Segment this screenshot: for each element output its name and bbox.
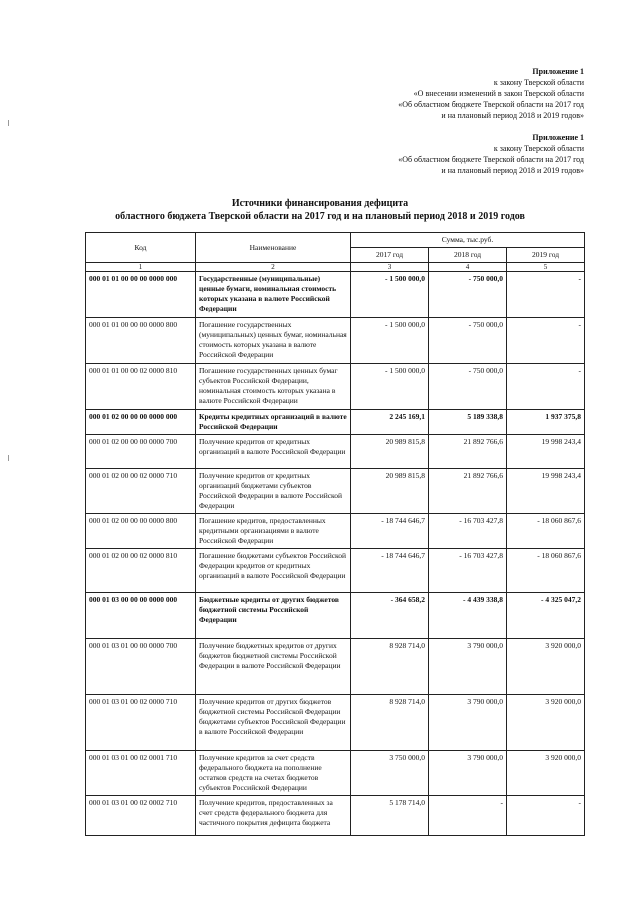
row-name: Получение кредитов от кредитных организаций в валюте Российской Федерации (196, 435, 351, 469)
row-value-2018: - (429, 796, 507, 836)
table-row (86, 410, 585, 435)
row-name: Получение кредитов, предоставленных за счет средств федерального бюджета для частичного покрытия дефицита бюджета (196, 796, 351, 836)
row-value-2017: - 364 658,2 (351, 593, 429, 639)
appendix-block-original (398, 132, 584, 176)
row-code: 000 01 03 01 00 02 0000 710 (86, 695, 196, 751)
row-value-2019: 19 998 243,4 (507, 469, 585, 514)
header-year-2017: 2017 год (351, 248, 429, 263)
row-code: 000 01 03 01 00 00 0000 700 (86, 639, 196, 695)
row-name: Погашение государственных ценных бумаг субъектов Российской Федерации, номинальная стоимость которых указана в валюте Российской Федерации (196, 364, 351, 410)
row-code: 000 01 01 00 00 00 0000 800 (86, 318, 196, 364)
row-value-2019: 3 920 000,0 (507, 751, 585, 796)
row-code: 000 01 02 00 00 00 0000 000 (86, 410, 196, 435)
scan-mark (8, 455, 9, 461)
header-name: Наименование (196, 233, 351, 263)
row-value-2018: 3 790 000,0 (429, 695, 507, 751)
row-value-2017: - 1 500 000,0 (351, 318, 429, 364)
row-value-2017: - 1 500 000,0 (351, 364, 429, 410)
header-code: Код (86, 233, 196, 263)
row-value-2017: 2 245 169,1 (351, 410, 429, 435)
row-value-2017: 20 989 815,8 (351, 469, 429, 514)
row-value-2018: - 750 000,0 (429, 364, 507, 410)
row-value-2019: - (507, 364, 585, 410)
row-value-2017: - 1 500 000,0 (351, 272, 429, 318)
row-value-2019: 1 937 375,8 (507, 410, 585, 435)
table-row (86, 364, 585, 410)
row-code: 000 01 03 01 00 02 0002 710 (86, 796, 196, 836)
row-name: Погашение государственных (муниципальных) ценных бумаг, номинальная стоимость которых указана в валюте Российской Федерации (196, 318, 351, 364)
column-index: 2 (196, 263, 351, 272)
table-row (86, 318, 585, 364)
row-name: Получение кредитов за счет средств федерального бюджета на пополнение остатков средств на счетах бюджетов субъектов Российской Федерации (196, 751, 351, 796)
row-value-2019: - 18 060 867,6 (507, 514, 585, 549)
header-sum: Сумма, тыс.руб. (351, 233, 585, 248)
appendix-line: «О внесении изменений в закон Тверской области (413, 89, 584, 98)
row-value-2019: - (507, 318, 585, 364)
table-row (86, 796, 585, 836)
row-value-2019: - (507, 272, 585, 318)
row-value-2018: - 750 000,0 (429, 272, 507, 318)
table-row (86, 549, 585, 593)
scan-mark (8, 120, 9, 126)
row-code: 000 01 01 00 00 02 0000 810 (86, 364, 196, 410)
row-code: 000 01 01 00 00 00 0000 000 (86, 272, 196, 318)
row-name: Государственные (муниципальные) ценные бумаги, номинальная стоимость которых указана в валюте Российской Федерации (196, 272, 351, 318)
table-row (86, 514, 585, 549)
column-index: 1 (86, 263, 196, 272)
row-name: Погашение бюджетами субъектов Российской Федерации кредитов от кредитных организаций в валюте Российской Федерации (196, 549, 351, 593)
row-code: 000 01 02 00 00 02 0000 710 (86, 469, 196, 514)
row-name: Получение бюджетных кредитов от других бюджетов бюджетной системы Российской Федерации в валюте Российской Федерации (196, 639, 351, 695)
table-row (86, 695, 585, 751)
row-value-2017: 8 928 714,0 (351, 639, 429, 695)
header-row (86, 233, 585, 248)
row-value-2018: 3 790 000,0 (429, 639, 507, 695)
appendix-line: и на плановый период 2018 и 2019 годов» (441, 166, 584, 175)
row-value-2018: - 4 439 338,8 (429, 593, 507, 639)
row-name: Кредиты кредитных организаций в валюте Российской Федерации (196, 410, 351, 435)
row-value-2019: 3 920 000,0 (507, 695, 585, 751)
appendix-title: Приложение 1 (532, 67, 584, 76)
header-year-2018: 2018 год (429, 248, 507, 263)
header-year-2019: 2019 год (507, 248, 585, 263)
appendix-line: и на плановый период 2018 и 2019 годов» (441, 111, 584, 120)
column-index-row (86, 263, 585, 272)
row-value-2019: - 4 325 047,2 (507, 593, 585, 639)
appendix-line: к закону Тверской области (493, 144, 584, 153)
table-row (86, 469, 585, 514)
row-value-2018: 5 189 338,8 (429, 410, 507, 435)
row-name: Погашение кредитов, предоставленных кредитными организациями в валюте Российской Федерации (196, 514, 351, 549)
row-value-2017: 3 750 000,0 (351, 751, 429, 796)
row-value-2018: 3 790 000,0 (429, 751, 507, 796)
row-value-2017: 8 928 714,0 (351, 695, 429, 751)
appendix-title: Приложение 1 (532, 133, 584, 142)
document-title: Источники финансирования дефицита (231, 198, 409, 209)
row-code: 000 01 03 01 00 02 0001 710 (86, 751, 196, 796)
table-row (86, 435, 585, 469)
row-value-2019: - 18 060 867,6 (507, 549, 585, 593)
row-code: 000 01 02 00 00 00 0000 800 (86, 514, 196, 549)
table-row (86, 639, 585, 695)
financing-sources-table (85, 232, 585, 836)
row-value-2018: - 16 703 427,8 (429, 514, 507, 549)
row-value-2019: 3 920 000,0 (507, 639, 585, 695)
row-value-2018: - 750 000,0 (429, 318, 507, 364)
column-index: 3 (351, 263, 429, 272)
row-value-2018: 21 892 766,6 (429, 469, 507, 514)
row-code: 000 01 02 00 00 00 0000 700 (86, 435, 196, 469)
row-value-2017: 20 989 815,8 (351, 435, 429, 469)
row-value-2018: 21 892 766,6 (429, 435, 507, 469)
appendix-line: «Об областном бюджете Тверской области на 2017 год (398, 155, 584, 164)
row-code: 000 01 02 00 00 02 0000 810 (86, 549, 196, 593)
appendix-line: к закону Тверской области (493, 78, 584, 87)
row-name: Бюджетные кредиты от других бюджетов бюджетной системы Российской Федерации (196, 593, 351, 639)
table-body (86, 272, 585, 836)
row-value-2017: - 18 744 646,7 (351, 549, 429, 593)
column-index: 4 (429, 263, 507, 272)
row-value-2019: - (507, 796, 585, 836)
appendix-line: «Об областном бюджете Тверской области на 2017 год (398, 100, 584, 109)
row-name: Получение кредитов от других бюджетов бюджетной системы Российской Федерации бюджетами субъектов Российской Федерации в валюте Российской Федерации (196, 695, 351, 751)
row-value-2019: 19 998 243,4 (507, 435, 585, 469)
row-value-2018: - 16 703 427,8 (429, 549, 507, 593)
document-subtitle: областного бюджета Тверской области на 2017 год и на плановый период 2018 и 2019 годов (115, 211, 525, 222)
table-row (86, 593, 585, 639)
row-name: Получение кредитов от кредитных организаций бюджетами субъектов Российской Федерации в валюте Российской Федерации (196, 469, 351, 514)
row-code: 000 01 03 00 00 00 0000 000 (86, 593, 196, 639)
table-row (86, 272, 585, 318)
table-row (86, 751, 585, 796)
column-index: 5 (507, 263, 585, 272)
appendix-block-amendment (398, 66, 584, 121)
row-value-2017: 5 178 714,0 (351, 796, 429, 836)
row-value-2017: - 18 744 646,7 (351, 514, 429, 549)
